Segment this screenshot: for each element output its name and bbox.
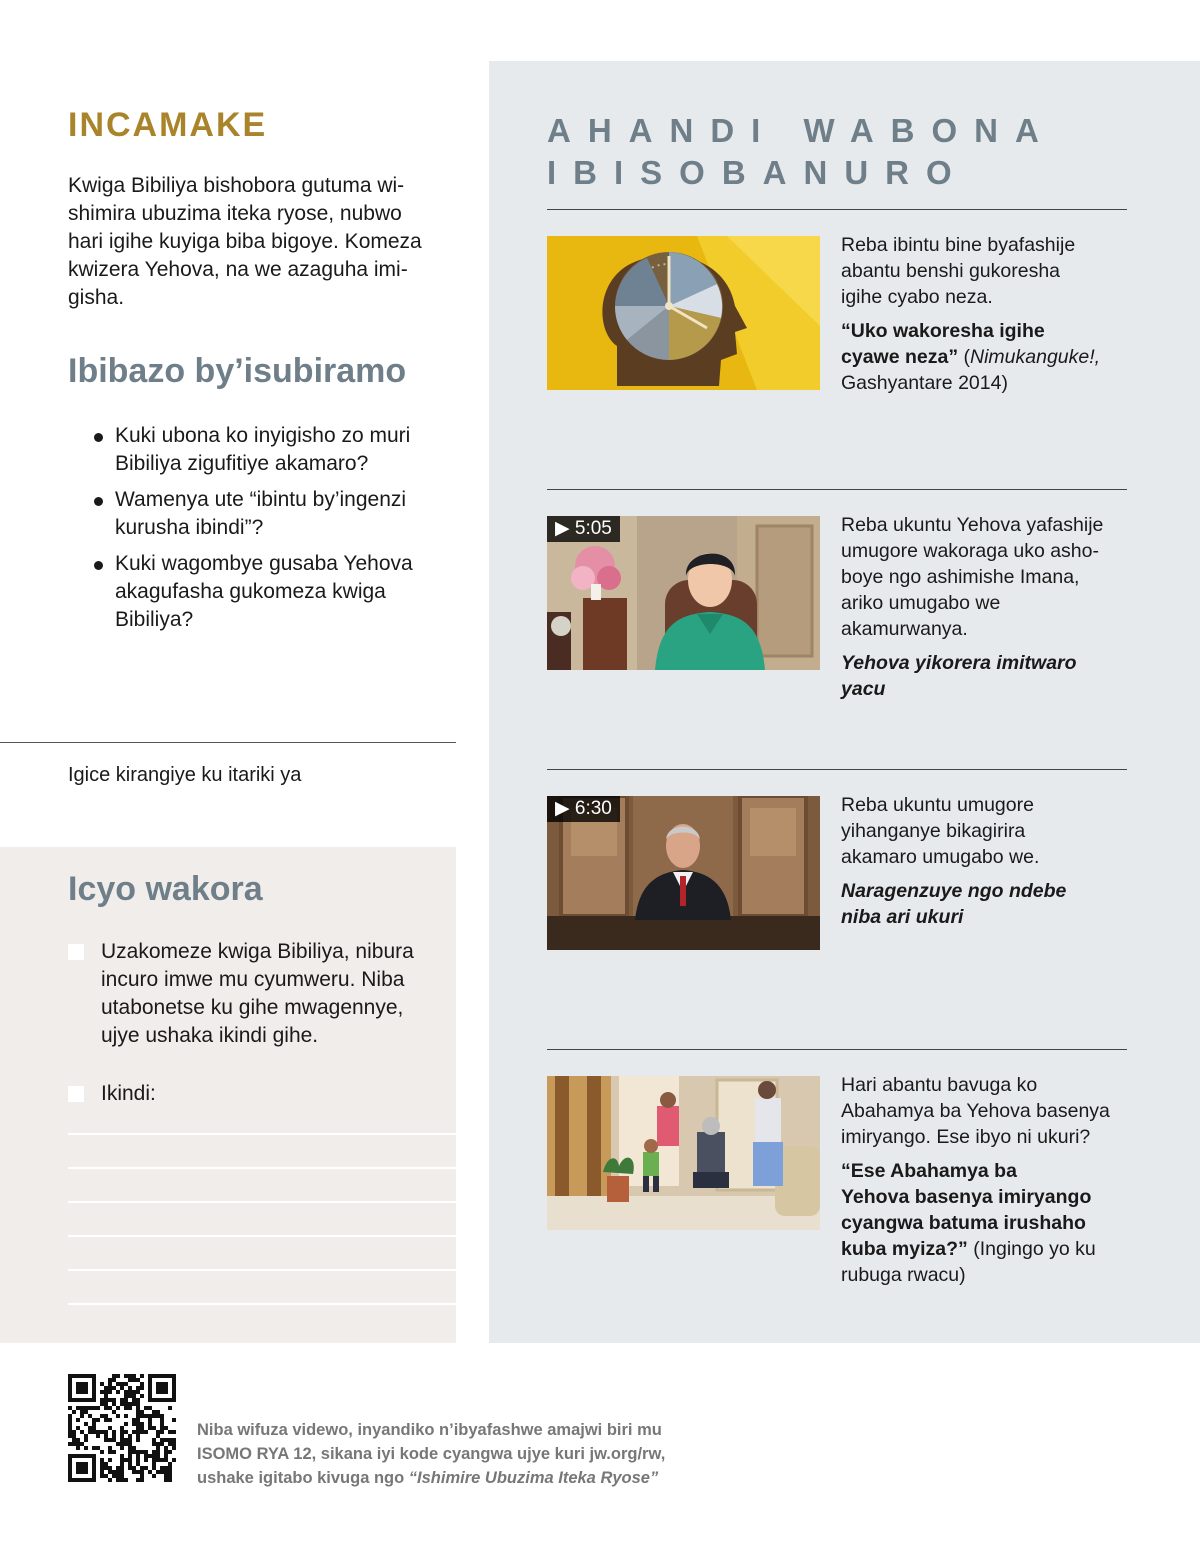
action-item: Uzakomeze kwiga Bibiliya, nibura incuro imwe mu cyumweru. Niba utabonetse ku gihe mwagennye, ujye ushaka ikindi gihe. [68,938,448,1050]
footer-note: Niba wifuza videwo, inyandiko n’ibyafashwe amajwi biri mu ISOMO RYA 12, sikana iyi kode cyangwa ujye kuri jw.org/rw, ushake igitabo kivuga ngo “Ishimire Ubuzima Iteka Ryose” [197,1421,666,1487]
divider [547,1049,1127,1050]
write-line[interactable] [68,1167,456,1169]
video-duration-badge: ▶ 5:05 [547,516,620,542]
video-duration-badge: ▶ 6:30 [547,796,620,822]
review-questions-list [92,422,442,642]
review-title: Ibibazo by’isubiramo [68,352,407,390]
resource-description: Reba ukuntu umugore yihanganye bikagirira akamaro umugabo we. [841,794,1040,868]
resource-description: Reba ukuntu Yehova yafashije umugore wakoraga uko asho- boye ngo ashimishe Imana, ariko umugabo we akamurwanya. [841,514,1104,640]
resource-link-video[interactable]: Yehova yikorera imitwaro yacu [841,652,1077,700]
action-checkbox[interactable] [68,944,84,960]
review-question: Kuki ubona ko inyigisho zo muri Bibiliya zigufitiye akamaro? [92,422,442,478]
action-item-other: Ikindi: [68,1080,448,1108]
resource-description: Reba ibintu bine byafashije abantu benshi gukoresha igihe cyabo neza. [841,234,1076,308]
write-line[interactable] [68,1269,456,1271]
completed-date-label: Igice kirangiye ku itariki ya [68,764,302,786]
review-question: Kuki wagombye gusaba Yehova akagufasha gukomeza kwiga Bibiliya? [92,550,442,634]
write-line[interactable] [68,1303,456,1305]
article-thumbnail-family[interactable] [547,1076,820,1230]
family-photo [547,1076,820,1230]
write-line[interactable] [68,1235,456,1237]
resource-link-article[interactable]: “Ese Abahamya ba Yehova basenya imiryango cyangwa batuma irushaho kuba myiza?” (Ingingo yo ku rubuga rwacu) [841,1160,1096,1286]
summary-title: INCAMAKE [68,106,268,144]
divider [547,769,1127,770]
resource-link-video[interactable]: Naragenzuye ngo ndebe niba ari ukuri [841,880,1067,928]
action-title: Icyo wakora [68,870,263,908]
review-question: Wamenya ute “ibintu by’ingenzi kurusha ibindi”? [92,486,442,542]
video-thumbnail-woman[interactable] [547,516,820,670]
divider [547,209,1127,210]
resource-link-article[interactable]: “Uko wakoresha igihe cyawe neza” (Nimukanguke!, Gashyantare 2014) [841,320,1101,394]
divider [0,742,456,743]
video-thumbnail-man[interactable] [547,796,820,950]
other-checkbox[interactable] [68,1086,84,1102]
article-thumbnail-time-head[interactable] [547,236,820,390]
summary-text: Kwiga Bibiliya bishobora gutuma wi- shimira ubuzima iteka ryose, nubwo hari igihe kuyiga biba bigoye. Komeza kwizera Yehova, na we azaguha imi- gisha. [68,174,422,309]
write-line[interactable] [68,1201,456,1203]
divider [547,489,1127,490]
time-head-illustration [547,236,820,390]
resources-title: AHANDI WABONA IBISOBANURO [547,112,1056,191]
resource-description: Hari abantu bavuga ko Abahamya ba Yehova basenya imiryango. Ese ibyo ni ukuri? [841,1074,1110,1148]
qr-code-icon[interactable] [68,1374,176,1482]
write-line[interactable] [68,1133,456,1135]
